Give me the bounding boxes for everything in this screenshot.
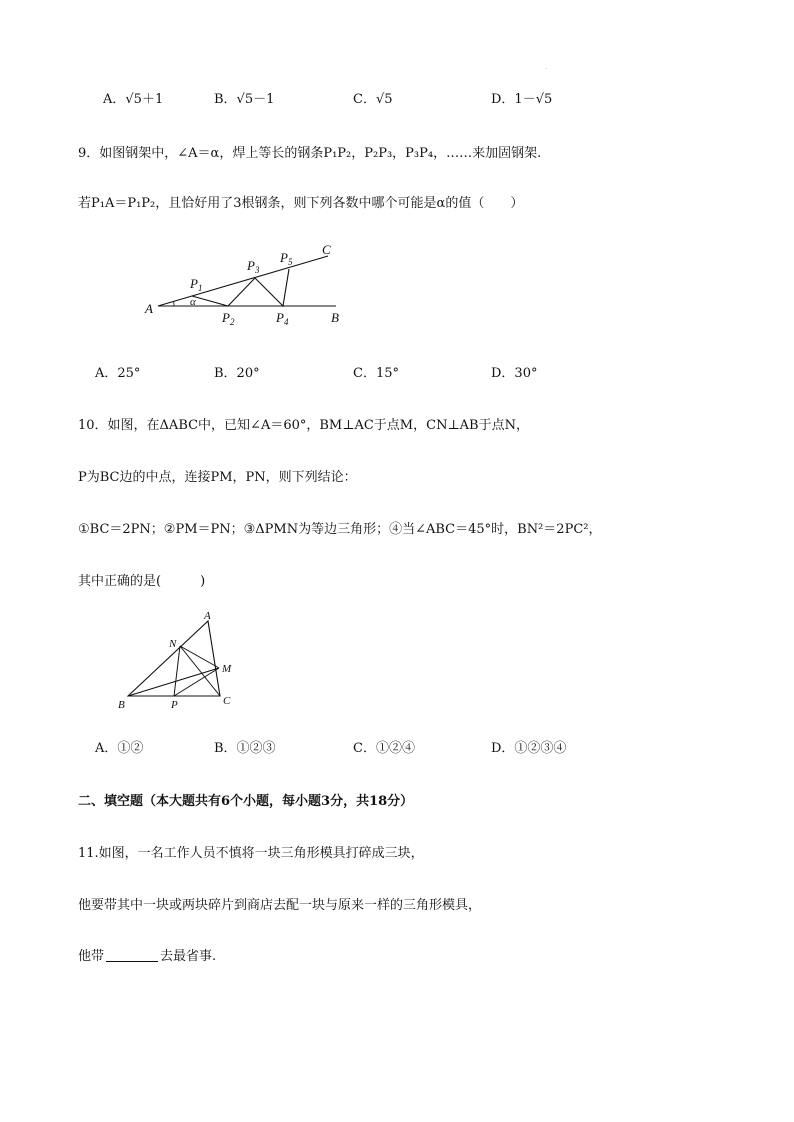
segment-pm: [174, 668, 219, 696]
triangle-abc: [128, 621, 220, 696]
scan-dot: ·: [545, 66, 547, 73]
label-p5: $P_5$: [280, 250, 293, 267]
label-p1: $P_1$: [190, 276, 203, 293]
q11-text-after-blank: 去最省事.: [160, 949, 217, 964]
label-subscript: 2: [229, 317, 235, 327]
q10-triangle-figure: [112, 606, 242, 712]
label-b: B: [118, 699, 125, 711]
label-p2: $P_2$: [222, 310, 235, 327]
q9-stem-line1: 9．如图钢架中，∠A＝α，焊上等长的钢条P₁P₂，P₂P₃，P₃P₄，……来加固钢架.: [78, 146, 542, 161]
label-c: C: [223, 695, 231, 707]
label-p3: $P_3$: [247, 258, 260, 275]
q10-stem-line2: P为BC边的中点，连接PM，PN，则下列结论：: [78, 470, 357, 485]
q10-option-d[interactable]: D．①②③④: [491, 741, 567, 756]
q11-stem-line3: [78, 945, 216, 964]
section-2-title: 二、填空题（本大题共有6个小题，每小题3分，共18分）: [78, 794, 414, 809]
q8-option-c[interactable]: C．√5: [353, 92, 393, 107]
q9-option-a[interactable]: A．25°: [95, 366, 141, 381]
q10-stem-line3: ①BC＝2PN；②PM＝PN；③ΔPMN为等边三角形；④当∠ABC＝45°时，BN²＝2PC²，: [78, 522, 602, 537]
label-c: C: [322, 242, 331, 257]
q9-option-d[interactable]: D．30°: [491, 366, 538, 381]
q8-option-a[interactable]: A．√5＋1: [103, 92, 164, 107]
label-alpha: α: [190, 296, 196, 308]
q10-option-a[interactable]: A．①②: [95, 741, 144, 756]
q11-text-before-blank: 他带: [78, 949, 105, 964]
q8-option-b[interactable]: B．√5－1: [214, 92, 275, 107]
label-n: N: [169, 638, 177, 650]
segment-pn: [174, 646, 180, 696]
label-m: M: [222, 663, 232, 675]
q11-stem-line2: 他要带其中一块或两块碎片到商店去配一块与原来一样的三角形模具，: [78, 898, 482, 913]
q10-option-b[interactable]: B．①②③: [214, 741, 276, 756]
label-b: B: [331, 310, 339, 325]
segment-bm: [128, 668, 219, 696]
q9-option-c[interactable]: C．15°: [353, 366, 399, 381]
q11-answer-blank[interactable]: [106, 949, 158, 962]
label-p4: $P_4$: [276, 310, 289, 327]
label-subscript: 4: [283, 317, 289, 327]
ray-ac: [158, 256, 328, 306]
label-subscript: 3: [254, 265, 260, 275]
q11-stem-line1: 11.如图，一名工作人员不慎将一块三角形模具打碎成三块，: [78, 846, 424, 861]
label-a: A: [145, 301, 153, 316]
label-a: A: [204, 610, 211, 622]
angle-arc: [174, 301, 175, 306]
q10-option-c[interactable]: C．①②④: [353, 741, 415, 756]
steel-bars: [192, 269, 289, 306]
label-p: P: [171, 699, 178, 711]
q9-option-b[interactable]: B．20°: [214, 366, 260, 381]
label-subscript: 5: [287, 257, 293, 267]
label-subscript: 1: [197, 283, 203, 293]
q10-stem-line4: 其中正确的是( ): [78, 574, 206, 589]
q8-option-d[interactable]: D．1－√5: [491, 92, 553, 107]
segment-nm: [180, 646, 219, 668]
q9-stem-line2: 若P₁A＝P₁P₂，且恰好用了3根钢条，则下列各数中哪个可能是α的值（ ）: [78, 196, 524, 211]
q10-stem-line1: 10．如图，在ΔABC中，已知∠A＝60°，BM⊥AC于点M，CN⊥AB于点N，: [78, 418, 529, 433]
q9-steel-frame-figure: [140, 236, 360, 331]
